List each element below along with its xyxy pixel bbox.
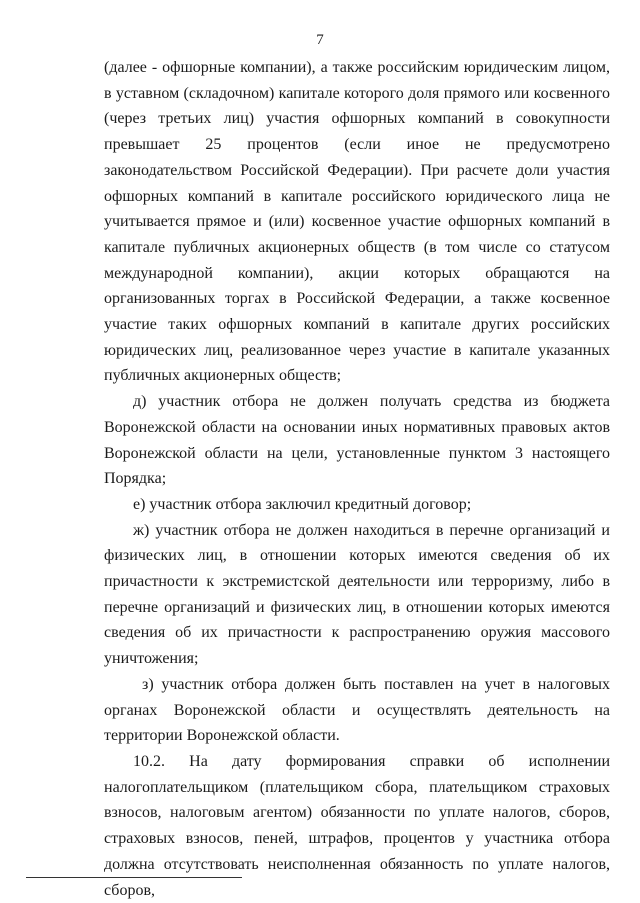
paragraph-10-2: 10.2. На дату формирования справки об исполнении налогоплательщиком (плательщиком сбора, плательщиком страховых взносов, налоговым агентом) обязанности по уплате налогов, сборов, страховых взносов, пеней, штрафов, процентов у участника отбора должна отсутствовать неисполненная обязанность по уплате налогов, сборов, (104, 752, 610, 899)
document-body (104, 55, 610, 903)
paragraph-zh: ж) участник отбора не должен находиться в перечне организаций и физических лиц, в отношении которых имеются сведения об их причастности к экстремистской деятельности или терроризму, либо в перечне организаций и физических лиц, в отношении которых имеются сведения об их причастности к распространению оружия массового уничтожения; (104, 521, 610, 668)
paragraph-d: д) участник отбора не должен получать средства из бюджета Воронежской области на основании иных нормативных правовых актов Воронежской области на цели, установленные пунктом 3 настоящего Порядка; (104, 393, 610, 488)
paragraph-z: з) участник отбора должен быть поставлен на учет в налоговых органах Воронежской области и осуществлять деятельность на территории Воронежской области. (104, 675, 610, 745)
footer-rule (26, 877, 242, 878)
paragraph-e: е) участник отбора заключил кредитный договор; (133, 495, 472, 513)
page-number: 7 (316, 32, 324, 48)
paragraph-offshore-continuation: (далее - офшорные компании), а также российским юридическим лицом, в уставном (складочном) капитале которого доля прямого или косвенного (через третьих лиц) участия офшорных компаний в совокупности превышает 25 процентов (если иное не предусмотрено законодательством Российской Федерации). При расчете доли участия офшорных компаний в капитале российского юридического лица не учитывается прямое и (или) косвенное участие офшорных компаний в капитале публичных акционерных обществ (в том числе со статусом международной компании), акции которых обращаются на организованных торгах в Российской Федерации, а также косвенное участие таких офшорных компаний в капитале других российских юридических лиц, реализованное через участие в капитале указанных публичных акционерных обществ; (104, 59, 610, 385)
